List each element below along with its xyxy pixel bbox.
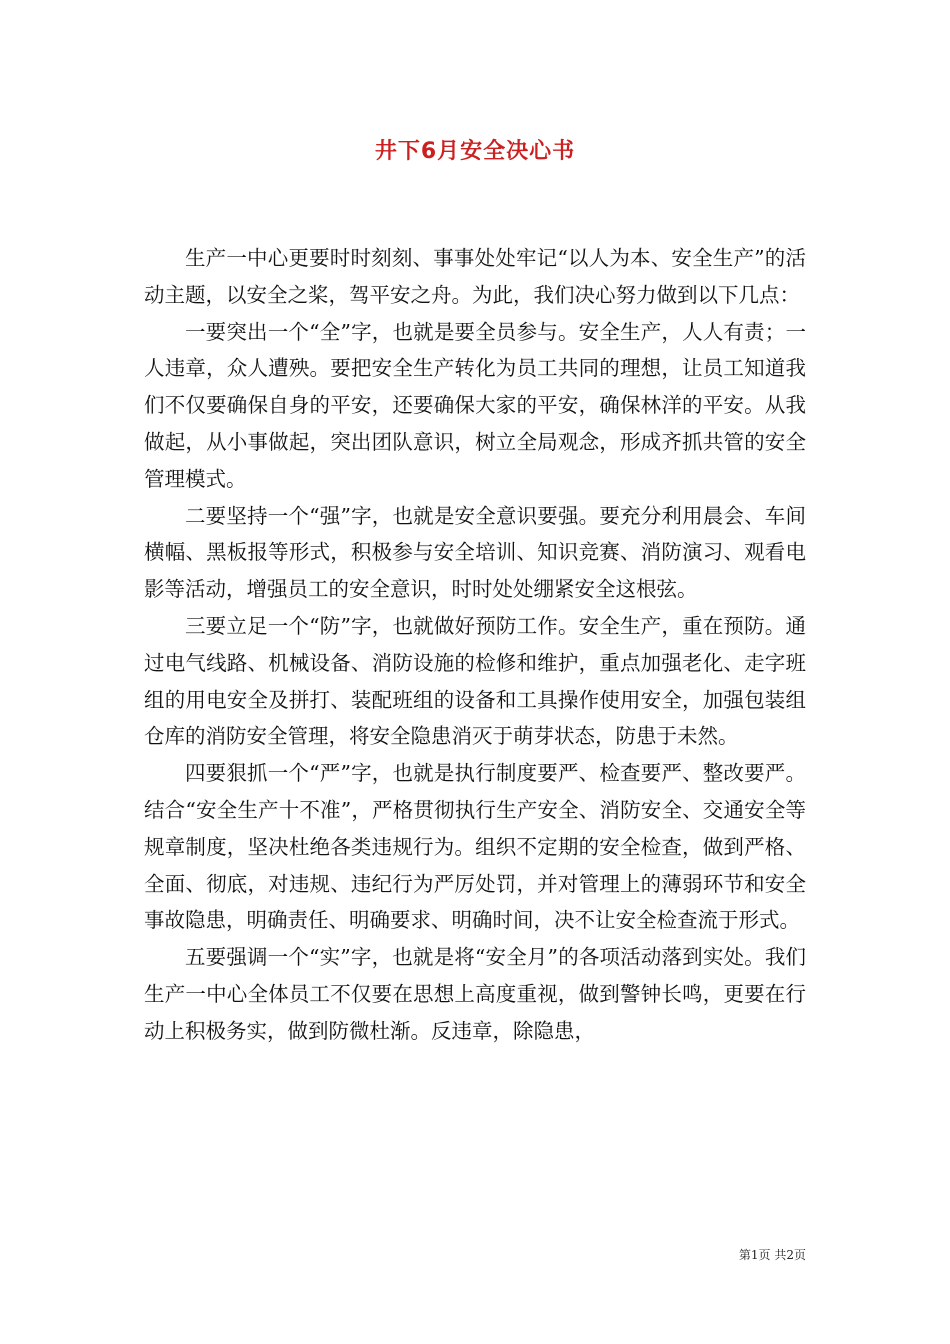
page-number-footer: 第1页 共2页 (738, 1248, 806, 1262)
document-title: 井下6月安全决心书 (374, 139, 576, 164)
paragraph-point-1: 一要突出一个“全”字，也就是要全员参与。安全生产，人人有责；一人违章，众人遭殃。要把安全生产转化为员工共同的理想，让员工知道我们不仅要确保自身的平安，还要确保大家的平安，确保林洋的平安。从我做起，从小事做起，突出团队意识，树立全局观念，形成齐抓共管的安全管理模式。 (144, 319, 806, 491)
paragraph-point-5: 五要强调一个“实”字，也就是将“安全月”的各项活动落到实处。我们生产一中心全体员工不仅要在思想上高度重视，做到警钟长鸣，更要在行动上积极务实，做到防微杜渐。反违章，除隐患， (144, 945, 806, 1043)
paragraph-point-3: 三要立足一个“防”字，也就做好预防工作。安全生产，重在预防。通过电气线路、机械设备、消防设施的检修和维护，重点加强老化、走字班组的用电安全及拼打、装配班组的设备和工具操作使用安全，加强包装组仓库的消防安全管理，将安全隐患消灭于萌芽状态，防患于未然。 (144, 613, 806, 749)
paragraph-point-2: 二要坚持一个“强”字，也就是安全意识要强。要充分利用晨会、车间横幅、黑板报等形式，积极参与安全培训、知识竞赛、消防演习、观看电影等活动，增强员工的安全意识，时时处处绷紧安全这根弦。 (144, 503, 806, 602)
document-body (144, 240, 806, 1050)
paragraph-intro: 生产一中心更要时时刻刻、事事处处牢记“以人为本、安全生产”的活动主题，以安全之桨，驾平安之舟。为此，我们决心努力做到以下几点： (144, 246, 806, 307)
paragraph-point-4: 四要狠抓一个“严”字，也就是执行制度要严、检查要严、整改要严。结合“安全生产十不准”，严格贯彻执行生产安全、消防安全、交通安全等规章制度，坚决杜绝各类违规行为。组织不定期的安全检查，做到严格、全面、彻底，对违规、违纪行为严厉处罚，并对管理上的薄弱环节和安全事故隐患，明确责任、明确要求、明确时间，决不让安全检查流于形式。 (144, 761, 806, 933)
